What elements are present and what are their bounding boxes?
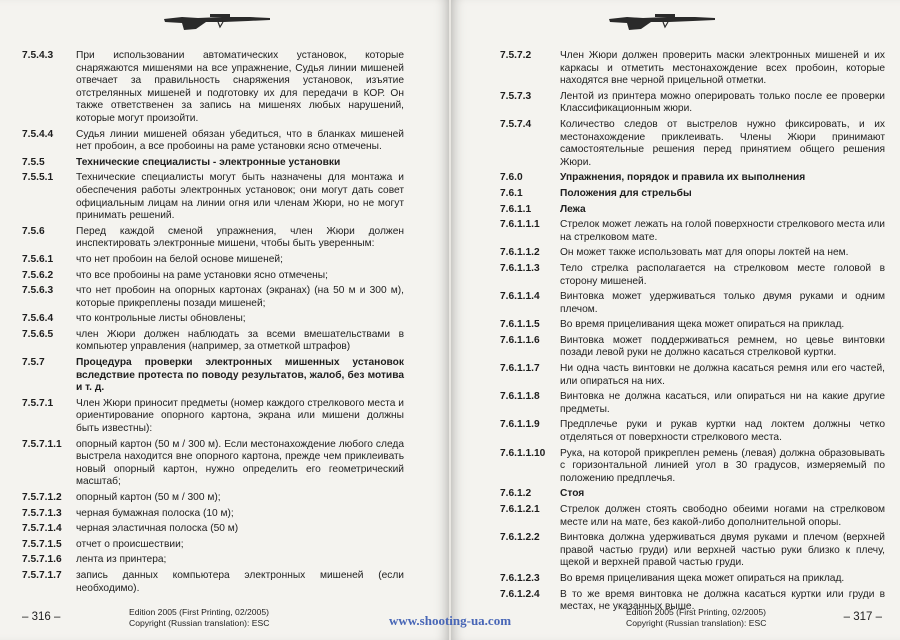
rule-item bbox=[500, 391, 885, 416]
rule-text: запись данных компьютера электронных мишеней (если необходимо). bbox=[76, 569, 404, 594]
rule-number: 7.5.7 bbox=[22, 357, 45, 369]
page-number: – 316 – bbox=[22, 611, 61, 623]
rule-text: Технические специалисты могут быть назначены для монтажа и обеспечения работы электронных установок; они могут дать совет официальным лицам на линии огня или членам Жюри, но не могут принимать решений. bbox=[76, 172, 404, 222]
rule-number: 7.5.7.1.5 bbox=[22, 538, 62, 550]
rule-number: 7.5.5 bbox=[22, 156, 45, 168]
rule-text: Он может также использовать мат для опоры локтей на нем. bbox=[560, 247, 849, 259]
rule-text: что нет пробоин на белой основе мишеней; bbox=[76, 253, 283, 265]
section-heading bbox=[500, 204, 885, 217]
rule-number: 7.5.6 bbox=[22, 225, 45, 237]
rule-number: 7.6.1.1 bbox=[500, 203, 532, 215]
rule-number: 7.6.0 bbox=[500, 172, 523, 184]
rule-number: 7.6.1.2.3 bbox=[500, 572, 540, 584]
rule-number: 7.5.6.5 bbox=[22, 328, 54, 340]
rule-number: 7.5.7.3 bbox=[500, 90, 532, 102]
rule-item bbox=[22, 492, 404, 505]
rule-text: Процедура проверки электронных мишенных установок вследствие протеста по поводу результатов, жалоб, без мотива и т. д. bbox=[76, 357, 404, 394]
rule-item bbox=[22, 226, 404, 251]
rule-text: Лежа bbox=[560, 203, 586, 215]
rule-item bbox=[22, 129, 404, 154]
rule-text: Винтовка должна удерживаться двумя руками и плечом (верхней правой частью груди) или верхней частью руки близко к плечу, щекой и верхней правой частью груди. bbox=[560, 532, 885, 569]
rule-text: Член Жюри приносит предметы (номер каждого стрелкового места и ориентирование опорного картона, экрана или мишени должны быть известны): bbox=[76, 397, 404, 435]
rule-text: Винтовка может удерживаться только двумя руками и одним плечом. bbox=[560, 291, 885, 315]
rule-number: 7.6.1.2.2 bbox=[500, 532, 540, 544]
rule-number: 7.5.4.4 bbox=[22, 128, 54, 140]
rule-item bbox=[500, 448, 885, 486]
rule-item bbox=[500, 504, 885, 529]
rule-text: Во время прицеливания щека может опираться на приклад. bbox=[560, 319, 845, 331]
rule-item bbox=[500, 291, 885, 316]
copyright-line: Copyright (Russian translation): ESC bbox=[129, 617, 270, 628]
rule-text: Член Жюри должен проверить маски электронных мишеней и их каркасы и отметить местонахождение всех пробоин, которые находятся вне черной прицельной отметки. bbox=[560, 50, 885, 87]
rule-item bbox=[22, 313, 404, 326]
rule-number: 7.5.6.1 bbox=[22, 253, 54, 265]
rule-text: Положения для стрельбы bbox=[560, 187, 692, 199]
rule-text: отчет о происшествии; bbox=[76, 538, 184, 550]
rule-text: черная бумажная полоска (10 м); bbox=[76, 507, 234, 519]
edition-line: Edition 2005 (First Printing, 02/2005) bbox=[626, 607, 766, 617]
rule-text: что нет пробоин на опорных картонах (экранах) (на 50 м и 300 м), которые прикреплены позади мишеней; bbox=[76, 285, 404, 309]
rule-text: Стрелок может лежать на голой поверхности стрелкового места или на стрелковом мате. bbox=[560, 219, 885, 243]
rule-number: 7.6.1.1.10 bbox=[500, 447, 546, 459]
rule-item bbox=[22, 523, 404, 536]
rule-text: что контрольные листы обновлены; bbox=[76, 313, 246, 325]
rule-text: При использовании автоматических установок, которые снаряжаются мишенями на все упражнение, Судья линии мишеней отвечает за правильность снаряжения установок, изъятие отстрелянных мишеней и подготовку их для передачи в КОР. Он также ответственен за запись на мишенях любых нарушений, которые могут произойти. bbox=[76, 50, 404, 124]
rule-text: Предплечье руки и рукав куртки над локтем должны четко отделяться от поверхности стрелкового места. bbox=[560, 419, 885, 444]
rule-number: 7.5.7.4 bbox=[500, 118, 532, 130]
site-watermark-link[interactable]: www.shooting-ua.com bbox=[388, 613, 512, 628]
rifle-icon bbox=[607, 9, 717, 33]
section-heading bbox=[22, 157, 404, 170]
rule-item bbox=[22, 539, 404, 552]
rifle-icon bbox=[162, 9, 272, 33]
rule-number: 7.5.7.1.6 bbox=[22, 554, 62, 566]
rule-item bbox=[500, 91, 885, 116]
rule-item bbox=[500, 419, 885, 444]
edition-line: Edition 2005 (First Printing, 02/2005) bbox=[129, 607, 269, 617]
rule-item bbox=[500, 50, 885, 88]
rule-text: В то же время винтовка не должна касаться куртки или груди в местах, не указанных выше. bbox=[560, 588, 885, 613]
section-heading bbox=[500, 188, 885, 201]
rule-number: 7.6.1.1.4 bbox=[500, 291, 540, 303]
rule-item bbox=[22, 508, 404, 521]
rule-item bbox=[500, 247, 885, 260]
rule-number: 7.5.7.1.7 bbox=[22, 569, 62, 581]
rule-item bbox=[22, 254, 404, 267]
rule-number: 7.6.1.1.8 bbox=[500, 391, 540, 403]
rule-number: 7.6.1 bbox=[500, 187, 523, 199]
rule-number: 7.5.7.1 bbox=[22, 397, 54, 409]
rule-number: 7.5.7.1.2 bbox=[22, 492, 62, 503]
rule-number: 7.6.1.2.1 bbox=[500, 504, 540, 515]
rule-text: Рука, на которой прикреплен ремень (левая) должна образовывать с горизонтальной линией угол в 30 градусов, измеряемый по положению предплечья. bbox=[560, 447, 885, 484]
rule-number: 7.5.7.2 bbox=[500, 50, 532, 61]
rule-text: Стрелок должен стоять свободно обеими ногами на стрелковом месте или на мате, без какой-либо дополнительной опоры. bbox=[560, 504, 885, 528]
section-heading bbox=[500, 488, 885, 501]
rule-number: 7.6.1.1.1 bbox=[500, 219, 540, 231]
rule-item bbox=[22, 439, 404, 489]
rule-number: 7.6.1.1.5 bbox=[500, 319, 540, 331]
rule-number: 7.6.1.1.6 bbox=[500, 334, 540, 346]
rule-number: 7.5.5.1 bbox=[22, 172, 54, 184]
rule-text: Количество следов от выстрелов нужно фиксировать, и их местонахождение приклеивать. Члены Жюри принимают самостоятельные решения перед принятием общего решения Жюри. bbox=[560, 118, 885, 168]
rule-text: опорный картон (50 м / 300 м); bbox=[76, 492, 221, 503]
rule-number: 7.5.6.4 bbox=[22, 313, 54, 325]
rule-number: 7.5.7.1.3 bbox=[22, 507, 62, 519]
rule-item bbox=[500, 119, 885, 169]
rule-number: 7.5.6.2 bbox=[22, 269, 54, 281]
rule-text: черная эластичная полоска (50 м) bbox=[76, 523, 239, 535]
rule-item bbox=[22, 398, 404, 436]
section-heading bbox=[22, 357, 404, 395]
rule-text: Лентой из принтера можно оперировать только после ее проверки Классификационным жюри. bbox=[560, 90, 885, 115]
rule-number: 7.5.6.3 bbox=[22, 285, 54, 297]
rule-number: 7.6.1.1.2 bbox=[500, 247, 540, 259]
rule-text: Винтовка может поддерживаться ремнем, но цевье винтовки позади левой руки не должно касаться стрелковой куртки. bbox=[560, 334, 885, 359]
rule-number: 7.6.1.2 bbox=[500, 488, 532, 500]
rule-number: 7.5.7.1.4 bbox=[22, 523, 62, 535]
rule-item bbox=[500, 219, 885, 244]
rule-item bbox=[500, 363, 885, 388]
rule-number: 7.5.4.3 bbox=[22, 50, 54, 61]
section-heading bbox=[500, 172, 885, 185]
rule-text: Судья линии мишеней обязан убедиться, что в бланках мишеней нет пробоин, а все пробоины на раме установки ясно отмечены. bbox=[76, 128, 404, 153]
rule-text: член Жюри должен наблюдать за всеми вмешательствами в компьютер управления (например, за отметкой штрафов) bbox=[76, 328, 404, 353]
rule-item bbox=[22, 570, 404, 595]
rule-text: Упражнения, порядок и правила их выполнения bbox=[560, 172, 806, 184]
rule-item bbox=[500, 335, 885, 360]
rule-number: 7.6.1.1.3 bbox=[500, 262, 540, 274]
left-page bbox=[0, 0, 449, 640]
left-rule-list bbox=[22, 50, 404, 598]
copyright-line: Copyright (Russian translation): ESC bbox=[626, 617, 767, 628]
rule-number: 7.6.1.1.9 bbox=[500, 419, 540, 431]
rule-text: Технические специалисты - электронные установки bbox=[76, 156, 341, 168]
rule-text: Перед каждой сменой упражнения, член Жюри должен инспектировать электронные мишени, чтобы быть уверенным: bbox=[76, 225, 404, 250]
rule-number: 7.6.1.1.7 bbox=[500, 363, 540, 375]
rule-text: опорный картон (50 м / 300 м). Если местонахождение любого следа выстрела находится вне опорного картона, прежде чем приклеивать новый опорный картон, нужно определить его геометрический масштаб; bbox=[76, 438, 404, 488]
rule-item bbox=[22, 285, 404, 310]
rule-text: Ни одна часть винтовки не должна касаться ремня или его частей, или опираться на них. bbox=[560, 363, 885, 387]
rule-item bbox=[22, 172, 404, 222]
right-rule-list bbox=[500, 50, 885, 617]
rule-item bbox=[22, 270, 404, 283]
rule-text: Тело стрелка располагается на стрелковом месте головой в сторону мишеней. bbox=[560, 262, 885, 287]
rule-item bbox=[22, 554, 404, 567]
right-page bbox=[451, 0, 900, 640]
rule-number: 7.6.1.2.4 bbox=[500, 588, 540, 600]
rule-text: Во время прицеливания щека может опираться на приклад. bbox=[560, 572, 845, 584]
rule-item bbox=[500, 319, 885, 332]
rule-item bbox=[500, 263, 885, 288]
rule-item bbox=[22, 50, 404, 126]
rule-text: Винтовка не должна касаться, или опираться ни на какие другие предметы. bbox=[560, 391, 885, 415]
rule-item bbox=[500, 532, 885, 570]
page-number: – 317 – bbox=[843, 611, 882, 623]
rule-item bbox=[22, 329, 404, 354]
rule-text: Стоя bbox=[560, 488, 585, 500]
rule-item bbox=[500, 573, 885, 586]
rule-text: лента из принтера; bbox=[76, 554, 167, 566]
rule-text: что все пробоины на раме установки ясно отмечены; bbox=[76, 269, 328, 281]
rule-number: 7.5.7.1.1 bbox=[22, 438, 62, 450]
